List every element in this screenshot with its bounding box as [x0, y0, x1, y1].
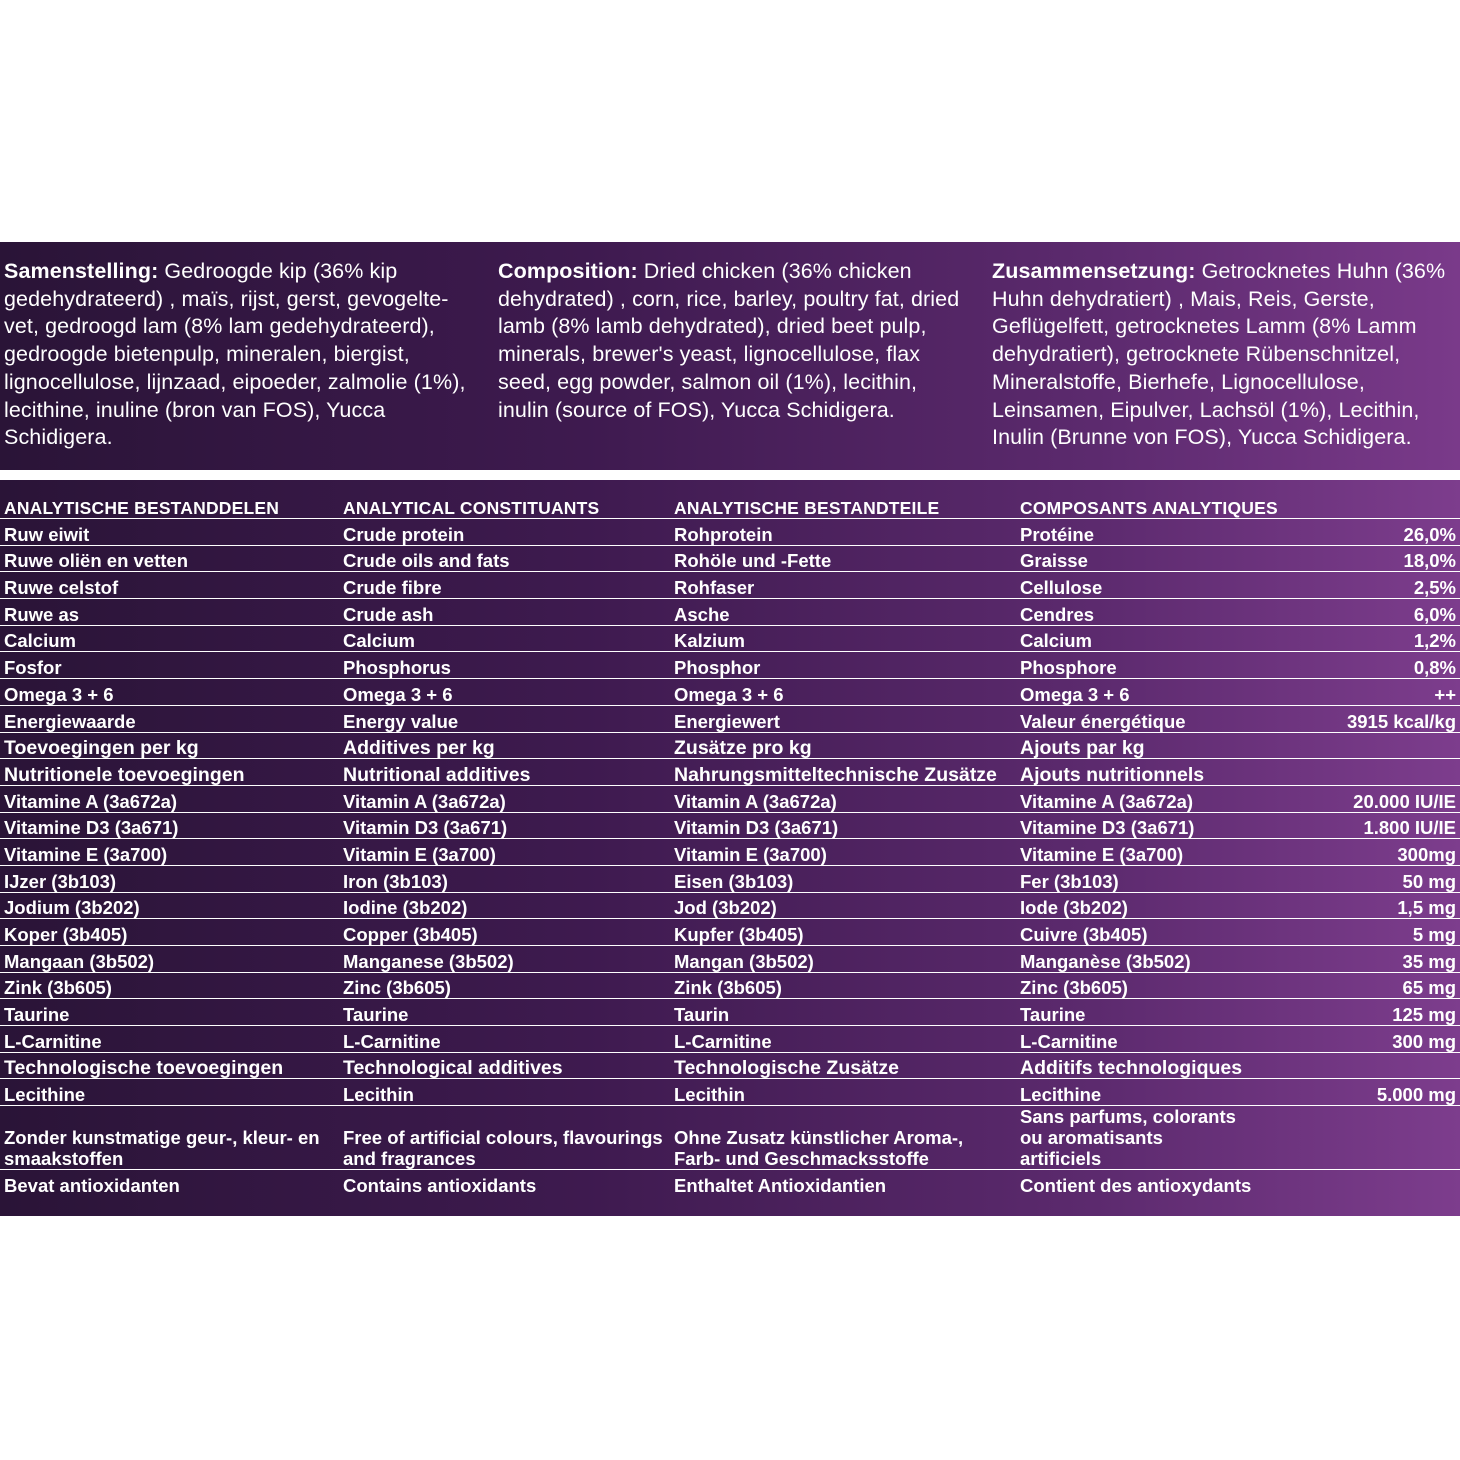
cell-german: Asche	[670, 599, 1016, 626]
cell-french: Cuivre (3b405)	[1016, 919, 1244, 946]
cell-value: 50 mg	[1244, 865, 1460, 892]
cell-value	[1244, 1106, 1460, 1170]
cell-dutch: Calcium	[0, 625, 339, 652]
cell-french: Taurine	[1016, 999, 1244, 1026]
composition-english-text: Dried chicken (36% chicken dehydrated) , corn, rice, barley, poultry fat, dried lamb (8% lamb dehydrated), dried beet pulp, minerals, brewer's yeast, lignocellulose, flax seed, egg powder, salmon oil (1%), lecithin, inulin (source of FOS), Yucca Schidigera.	[498, 259, 960, 422]
cell-french: Omega 3 + 6	[1016, 679, 1244, 706]
cell-value: 1,2%	[1244, 625, 1460, 652]
table-row	[0, 1052, 1460, 1079]
cell-german: Zink (3b605)	[670, 972, 1016, 999]
cell-dutch: Zink (3b605)	[0, 972, 339, 999]
table-row	[0, 946, 1460, 973]
cell-english: Vitamin D3 (3a671)	[339, 812, 670, 839]
cell-english: Crude protein	[339, 519, 670, 546]
cell-english: Vitamin A (3a672a)	[339, 785, 670, 812]
table-row	[0, 812, 1460, 839]
cell-value: 125 mg	[1244, 999, 1460, 1026]
cell-value: 300mg	[1244, 839, 1460, 866]
cell-english: Zinc (3b605)	[339, 972, 670, 999]
cell-german: Technologische Zusätze	[670, 1052, 1016, 1079]
cell-french: L-Carnitine	[1016, 1026, 1244, 1053]
cell-value: 3915 kcal/kg	[1244, 705, 1460, 732]
cell-french: Zinc (3b605)	[1016, 972, 1244, 999]
cell-german: Nahrungsmitteltechnische Zusätze	[670, 759, 1016, 786]
cell-french: Vitamine E (3a700)	[1016, 839, 1244, 866]
table-row	[0, 599, 1460, 626]
cell-german: Omega 3 + 6	[670, 679, 1016, 706]
cell-value: 1,5 mg	[1244, 892, 1460, 919]
table-row	[0, 972, 1460, 999]
cell-dutch: Technologische toevoegingen	[0, 1052, 339, 1079]
cell-english: Taurine	[339, 999, 670, 1026]
cell-english: Omega 3 + 6	[339, 679, 670, 706]
table-row	[0, 545, 1460, 572]
cell-french: Sans parfums, colorants ou aromatisants artificiels	[1016, 1106, 1244, 1170]
cell-dutch: Koper (3b405)	[0, 919, 339, 946]
table-row	[0, 785, 1460, 812]
cell-german: Vitamin A (3a672a)	[670, 785, 1016, 812]
cell-dutch: Vitamine E (3a700)	[0, 839, 339, 866]
cell-value: ++	[1244, 679, 1460, 706]
cell-french: Protéine	[1016, 519, 1244, 546]
cell-value	[1244, 1052, 1460, 1079]
cell-dutch: Toevoegingen per kg	[0, 732, 339, 759]
cell-english: Energy value	[339, 705, 670, 732]
cell-dutch: Bevat antioxidanten	[4, 1174, 180, 1196]
cell-german: Rohfaser	[670, 572, 1016, 599]
cell-value: 5 mg	[1244, 919, 1460, 946]
cell-dutch: Ruw eiwit	[0, 519, 339, 546]
cell-english: Calcium	[339, 625, 670, 652]
cell-english: Lecithin	[339, 1079, 670, 1106]
cell-english: Vitamin E (3a700)	[339, 839, 670, 866]
cell-french: Phosphore	[1016, 652, 1244, 679]
cell-english: Nutritional additives	[339, 759, 670, 786]
cell-german: Energiewert	[670, 705, 1016, 732]
cell-value	[1244, 759, 1460, 786]
cell-dutch: Jodium (3b202)	[0, 892, 339, 919]
cell-dutch: Taurine	[0, 999, 339, 1026]
cell-german: Rohöle und -Fette	[670, 545, 1016, 572]
cell-value: 300 mg	[1244, 1026, 1460, 1053]
cell-value: 26,0%	[1244, 519, 1460, 546]
cell-dutch: Ruwe celstof	[0, 572, 339, 599]
table-row	[0, 519, 1460, 546]
cell-french: Cellulose	[1016, 572, 1244, 599]
cell-value: 1.800 IU/IE	[1244, 812, 1460, 839]
cell-french: Valeur énergétique	[1016, 705, 1244, 732]
cell-french: Ajouts nutritionnels	[1016, 759, 1244, 786]
cell-french: Graisse	[1016, 545, 1244, 572]
cell-dutch: Vitamine D3 (3a671)	[0, 812, 339, 839]
composition-panel	[0, 242, 1460, 470]
cell-english: Technological additives	[339, 1052, 670, 1079]
cell-french: Ajouts par kg	[1016, 732, 1244, 759]
cell-french: Vitamine A (3a672a)	[1016, 785, 1244, 812]
cell-value: 65 mg	[1244, 972, 1460, 999]
composition-german	[992, 258, 1452, 452]
analysis-panel	[0, 480, 1460, 1216]
cell-german: Mangan (3b502)	[670, 946, 1016, 973]
cell-dutch: Omega 3 + 6	[0, 679, 339, 706]
table-row	[0, 625, 1460, 652]
cell-value	[1244, 1170, 1460, 1196]
cell-dutch: L-Carnitine	[0, 1026, 339, 1053]
cell-german: Jod (3b202)	[670, 892, 1016, 919]
composition-dutch-label: Samenstelling:	[4, 259, 159, 283]
cell-german: Rohprotein	[670, 519, 1016, 546]
cell-english: Free of artificial colours, flavourings and fragrances	[339, 1106, 670, 1170]
cell-english: L-Carnitine	[339, 1026, 670, 1053]
cell-german: Phosphor	[670, 652, 1016, 679]
cell-value: 18,0%	[1244, 545, 1460, 572]
header-dutch: ANALYTISCHE BESTANDDELEN	[0, 492, 339, 519]
header-english: ANALYTICAL CONSTITUANTS	[339, 492, 670, 519]
cell-german: Taurin	[670, 999, 1016, 1026]
cell-dutch: Energiewaarde	[0, 705, 339, 732]
table-row	[0, 999, 1460, 1026]
cell-french: Iode (3b202)	[1016, 892, 1244, 919]
analytical-table	[0, 492, 1460, 1196]
cell-english: Manganese (3b502)	[339, 946, 670, 973]
cell-french: Lecithine	[1016, 1079, 1244, 1106]
cell-german: Vitamin E (3a700)	[670, 839, 1016, 866]
table-row	[0, 1079, 1460, 1106]
cell-english: Additives per kg	[339, 732, 670, 759]
cell-english: Copper (3b405)	[339, 919, 670, 946]
cell-dutch: Mangaan (3b502)	[0, 946, 339, 973]
cell-german: Lecithin	[670, 1079, 1016, 1106]
cell-english: Iodine (3b202)	[339, 892, 670, 919]
cell-value: 0,8%	[1244, 652, 1460, 679]
table-row	[0, 759, 1460, 786]
analytical-table-body	[0, 492, 1460, 1196]
cell-french: Contient des antioxydants	[1020, 1174, 1252, 1196]
header-german: ANALYTISCHE BESTANDTEILE	[670, 492, 1016, 519]
cell-dutch: Zonder kunstmatige geur-, kleur- en smaakstoffen	[0, 1106, 339, 1170]
cell-german: Zusätze pro kg	[670, 732, 1016, 759]
cell-value: 6,0%	[1244, 599, 1460, 626]
cell-french: Calcium	[1016, 625, 1244, 652]
cell-german: Enthaltet Antioxidantien	[674, 1174, 887, 1196]
cell-german: Vitamin D3 (3a671)	[670, 812, 1016, 839]
composition-dutch-text: Gedroogde kip (36% kip gedehydrateerd) , maïs, rijst, gerst, gevogelte-vet, gedroogd lam (8% lam gedehydrateerd), gedroogde bietenpulp, mineralen, biergist, lignocellulose, lijnzaad, eipoeder, zalmolie (1%), lecithine, inuline (bron van FOS), Yucca Schidigera.	[4, 259, 466, 450]
cell-english: Phosphorus	[339, 652, 670, 679]
cell-dutch: Vitamine A (3a672a)	[0, 785, 339, 812]
cell-dutch: Ruwe as	[0, 599, 339, 626]
table-row	[0, 1106, 1460, 1170]
cell-dutch: IJzer (3b103)	[0, 865, 339, 892]
table-row	[0, 679, 1460, 706]
cell-english: Iron (3b103)	[339, 865, 670, 892]
cell-english: Crude fibre	[339, 572, 670, 599]
cell-dutch: Fosfor	[0, 652, 339, 679]
cell-dutch: Nutritionele toevoegingen	[0, 759, 339, 786]
table-row	[0, 652, 1460, 679]
composition-dutch	[4, 258, 474, 452]
cell-german: Kupfer (3b405)	[670, 919, 1016, 946]
table-row	[0, 1026, 1460, 1053]
cell-dutch: Lecithine	[0, 1079, 339, 1106]
cell-german: Eisen (3b103)	[670, 865, 1016, 892]
table-row	[0, 732, 1460, 759]
cell-value: 2,5%	[1244, 572, 1460, 599]
composition-german-label: Zusammensetzung:	[992, 259, 1196, 283]
table-row	[0, 865, 1460, 892]
cell-value: 35 mg	[1244, 946, 1460, 973]
cell-english: Contains antioxidants	[343, 1174, 537, 1196]
composition-german-text: Getrocknetes Huhn (36% Huhn dehydratiert) , Mais, Reis, Gerste, Geflügelfett, getrocknetes Lamm (8% Lamm dehydratiert), getrocknete Rübenschnitzel, Mineralstoffe, Bierhefe, Lignocellulose, Leinsamen, Eipulver, Lachsöl (1%), Lecithin, Inulin (Brunne von FOS), Yucca Schidigera.	[992, 259, 1446, 450]
table-row	[0, 919, 1460, 946]
composition-english	[498, 258, 968, 424]
table-row	[0, 839, 1460, 866]
table-row	[0, 705, 1460, 732]
table-row	[0, 572, 1460, 599]
table-header-row	[0, 492, 1460, 519]
cell-french: Cendres	[1016, 599, 1244, 626]
cell-value: 20.000 IU/IE	[1244, 785, 1460, 812]
table-row	[0, 1170, 1460, 1196]
cell-french: Manganèse (3b502)	[1016, 946, 1244, 973]
header-french: COMPOSANTS ANALYTIQUES	[1016, 492, 1244, 519]
cell-english: Crude oils and fats	[339, 545, 670, 572]
table-row	[0, 892, 1460, 919]
cell-french: Vitamine D3 (3a671)	[1016, 812, 1244, 839]
cell-value	[1244, 732, 1460, 759]
cell-german: L-Carnitine	[670, 1026, 1016, 1053]
cell-french: Additifs technologiques	[1016, 1052, 1244, 1079]
cell-german: Kalzium	[670, 625, 1016, 652]
cell-english: Crude ash	[339, 599, 670, 626]
cell-french: Fer (3b103)	[1016, 865, 1244, 892]
cell-dutch: Ruwe oliën en vetten	[0, 545, 339, 572]
composition-english-label: Composition:	[498, 259, 638, 283]
cell-value: 5.000 mg	[1244, 1079, 1460, 1106]
cell-german: Ohne Zusatz künstlicher Aroma-, Farb- und Geschmacksstoffe	[670, 1106, 1016, 1170]
